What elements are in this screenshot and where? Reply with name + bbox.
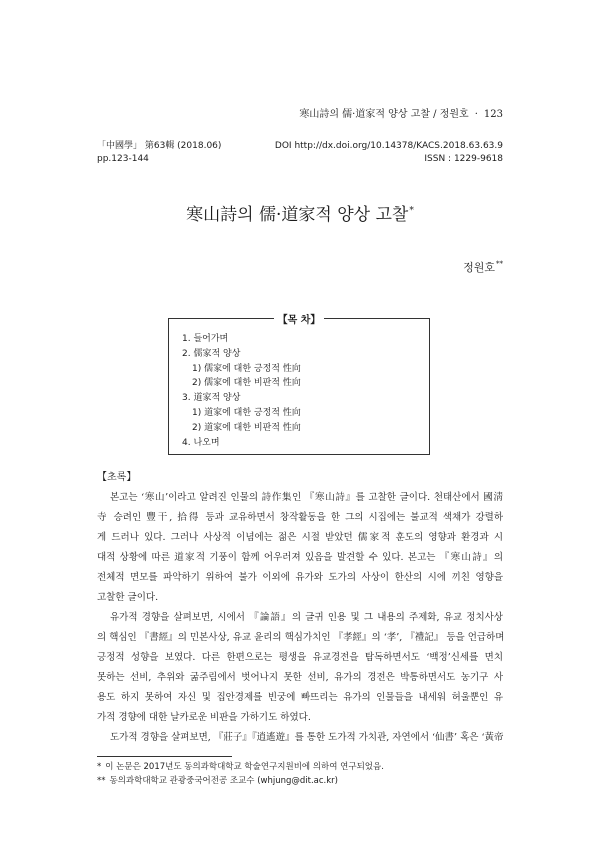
- toc-list: [182, 332, 301, 450]
- title-footnote-mark: *: [409, 206, 414, 216]
- journal-info: [97, 140, 503, 166]
- page-number: 123: [483, 109, 503, 120]
- journal-info-row: [97, 153, 503, 166]
- toc-item: 1. 들어가며: [182, 334, 229, 344]
- abstract-line: 가적 경향에 대한 날카로운 비판을 가하기도 하였다.: [97, 712, 311, 723]
- author: [463, 260, 503, 277]
- toc-item: 3. 道家적 양상: [182, 393, 241, 404]
- doi: DOI http://dx.doi.org/10.14378/KACS.2018.63.63.9: [274, 141, 503, 151]
- abstract-line: 본고는 ‘寒山’이라고 알려진 인물의 詩作集인 『寒山詩』를 고찰한 글이다. 천태산에서 國淸: [110, 492, 503, 503]
- abstract-line: 유가적 경향을 살펴보면, 시에서 『論語』의 글귀 인용 및 그 내용의 주제화, 유교 정치사상: [110, 612, 503, 623]
- running-header-title: 寒山詩의 儒·道家적 양상 고찰 / 정원호: [299, 109, 469, 120]
- abstract-line: 고찰한 글이다.: [97, 592, 159, 603]
- footnote: [97, 774, 503, 788]
- footnote-mark: *: [97, 762, 102, 772]
- running-header: [299, 108, 503, 122]
- abstract-line: 도가적 경향을 살펴보면, 『莊子』『逍遙遊』를 통한 도가적 가치관, 자연에서 ‘仙書’ 혹은 ‘黃帝: [110, 732, 504, 743]
- abstract-line: 대적 상황에 따른 道家적 기풍이 함께 어우러져 있음을 발견할 수 있다. 본고는 『寒山詩』의: [97, 552, 503, 563]
- journal-info-row: [97, 140, 503, 153]
- toc-heading: [169, 311, 429, 328]
- footnote-text: 동의과학대학교 관광중국어전공 조교수 (whjung@dit.ac.kr): [109, 776, 338, 786]
- toc-subitem: 1) 儒家에 대한 긍정적 性向: [192, 363, 301, 374]
- paper-title-text: 寒山詩의 儒·道家적 양상 고찰: [186, 205, 409, 225]
- footnote-text: 이 논문은 2017년도 동의과학대학교 학술연구지원비에 의하여 연구되었음.: [105, 762, 384, 772]
- abstract-line: 게 드러나 있다. 그러나 사상적 이념에는 젊은 시절 받았던 儒家적 훈도의 영향과 환경과 시: [97, 532, 503, 543]
- journal-issue: 「中國學」 第63輯 (2018.06): [97, 141, 222, 151]
- abstract-heading: 【초록】: [97, 472, 137, 483]
- toc-item: 2. 儒家적 양상: [182, 348, 241, 359]
- abstract-paragraph: [97, 488, 503, 608]
- footnote-mark: **: [97, 776, 106, 786]
- abstract-line: 못하는 선비, 추위와 굶주림에서 벗어나지 못한 선비, 유가의 경전은 박통하면서도 농기구 사: [97, 672, 503, 683]
- abstract-line: 의 핵심인 『書經』의 민본사상, 유교 윤리의 핵심가치인 『孝經』의 ‘孝’, 『禮記』 등을 언급하며: [97, 632, 505, 643]
- toc-subitem: 2) 儒家에 대한 비판적 性向: [192, 378, 301, 389]
- abstract-body: [97, 488, 503, 748]
- abstract-line: 寺 승려인 豐干, 拾得 등과 교유하면서 창작활동을 한 그의 시집에는 불교적 색채가 강렬하: [97, 512, 503, 523]
- paper-title: [0, 203, 600, 230]
- abstract-line: 용도 하지 못하여 자신 및 집안경제를 빈궁에 빠뜨리는 유가의 인물들을 내세워 허울뿐인 유: [97, 692, 503, 703]
- issn: ISSN : 1229-9618: [424, 154, 503, 164]
- toc-heading-text: 【목 차】: [274, 315, 325, 326]
- toc-subitem: 1) 道家에 대한 긍정적 性向: [192, 407, 301, 418]
- running-header-separator: ·: [474, 109, 478, 120]
- author-name: 정원호: [463, 261, 495, 274]
- abstract-paragraph: [97, 728, 503, 748]
- toc-item: 4. 나오며: [182, 437, 220, 448]
- abstract-line: 전체적 면모를 파악하기 위하여 불가 이외에 유가와 도가의 사상이 한산의 시에 끼친 영향을: [97, 572, 503, 583]
- table-of-contents: [168, 315, 430, 455]
- page-range: pp.123-144: [97, 154, 149, 164]
- footnotes: [97, 760, 503, 788]
- author-footnote-mark: **: [496, 260, 503, 268]
- footnote: [97, 760, 503, 774]
- abstract-paragraph: [97, 608, 503, 728]
- abstract-line: 긍정적 성향을 보였다. 다른 한편으로는 평생을 유교경전을 탐독하면서도 ‘백정’신세를 면치: [97, 652, 503, 663]
- footnote-divider: [97, 756, 232, 757]
- toc-subitem: 2) 道家에 대한 비판적 性向: [192, 422, 301, 433]
